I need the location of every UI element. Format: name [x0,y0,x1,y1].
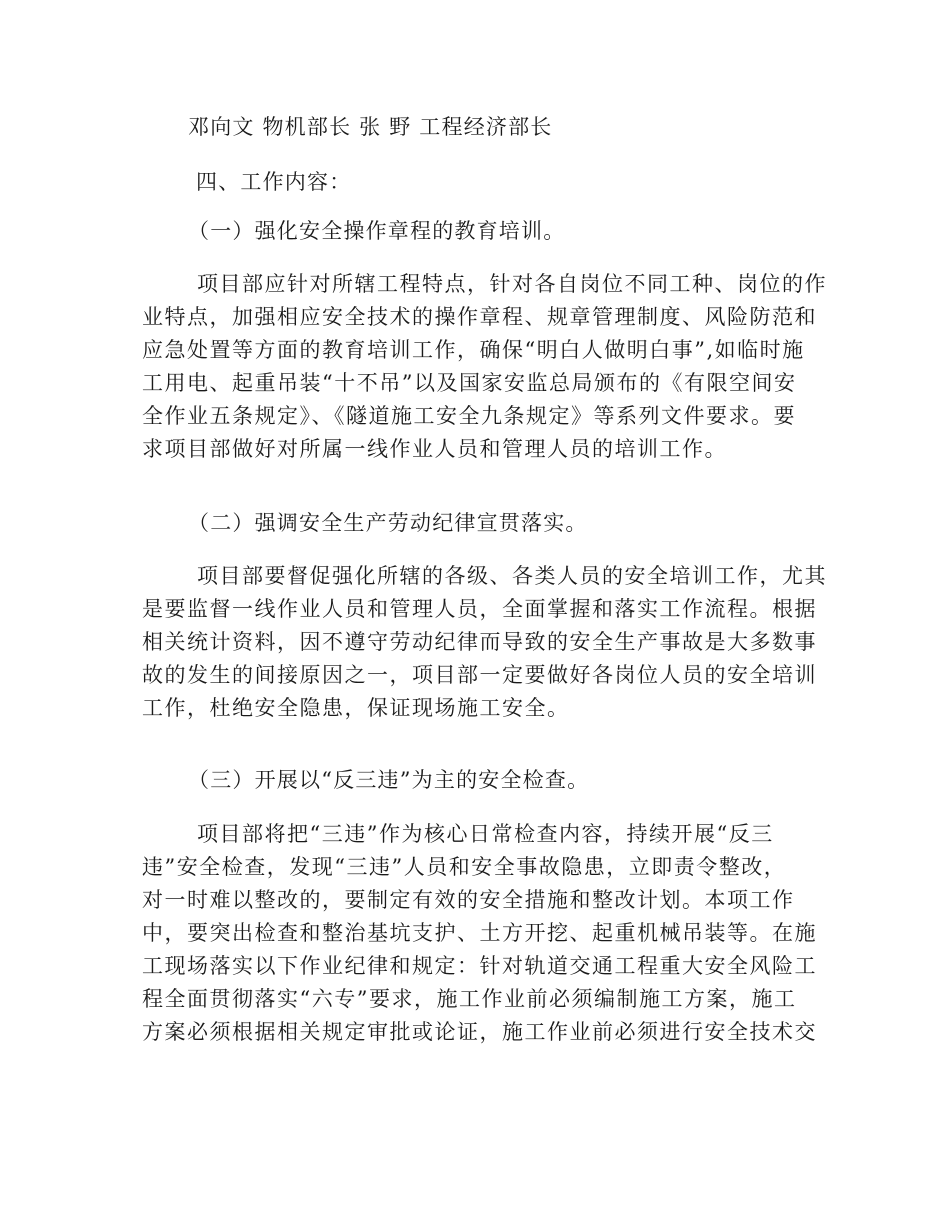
paragraph-line: 业特点，加强相应安全技术的操作章程、规章管理制度、风险防范和 [142,305,817,329]
paragraph-line: 工作，杜绝安全隐患，保证现场施工安全。 [142,696,570,720]
paragraph-line: 项目部应针对所辖工程特点，针对各自岗位不同工种、岗位的作 [197,272,827,296]
paragraph-line: 中，要突出检查和整治基坑支护、土方开挖、起重机械吊装等。在施 [142,921,817,945]
paragraph-line: 项目部要督促强化所辖的各级、各类人员的安全培训工作，尤其 [197,564,827,588]
subsection-heading-3: （三）开展以“反三违”为主的安全检查。 [188,768,590,792]
paragraph-line: 工用电、起重吊装“十不吊”以及国家安监总局颁布的《有限空间安 [142,371,797,395]
paragraph-line: 工现场落实以下作业纪律和规定：针对轨道交通工程重大安全风险工 [142,954,817,978]
paragraph-line: 相关统计资料，因不遵守劳动纪律而导致的安全生产事故是大多数事 [142,630,817,654]
paragraph-line: 故的发生的间接原因之一，项目部一定要做好各岗位人员的安全培训 [142,663,817,687]
paragraph-line: 程全面贯彻落实“六专”要求，施工作业前必须编制施工方案，施工 [142,987,797,1011]
personnel-line: 邓向文 物机部长 张 野 工程经济部长 [188,115,553,139]
subsection-heading-1: （一）强化安全操作章程的教育培训。 [188,219,566,243]
paragraph-line: 违”安全检查，发现“三违”人员和安全事故隐患，立即责令整改， [142,855,787,879]
paragraph-3 [142,818,817,1049]
paragraph-line: 是要监督一线作业人员和管理人员，全面掌握和落实工作流程。根据 [142,597,817,621]
section-heading: 四、工作内容： [196,170,352,194]
paragraph-line: 对一时难以整改的，要制定有效的安全措施和整改计划。本项工作 [142,888,795,912]
paragraph-1 [142,268,827,466]
paragraph-line: 方案必须根据相关规定审批或论证，施工作业前必须进行安全技术交 [142,1020,817,1044]
subsection-heading-2: （二）强调安全生产劳动纪律宣贯落实。 [188,511,588,535]
paragraph-line: 项目部将把“三违”作为核心日常检查内容，持续开展“反三 [197,822,774,846]
paragraph-2 [142,560,827,725]
paragraph-line: 应急处置等方面的教育培训工作，确保“明白人做明白事”,如临时施 [142,338,805,362]
paragraph-line: 全作业五条规定》、《隧道施工安全九条规定》等系列文件要求。要 [142,404,796,428]
paragraph-line: 求项目部做好对所属一线作业人员和管理人员的培训工作。 [142,437,727,461]
